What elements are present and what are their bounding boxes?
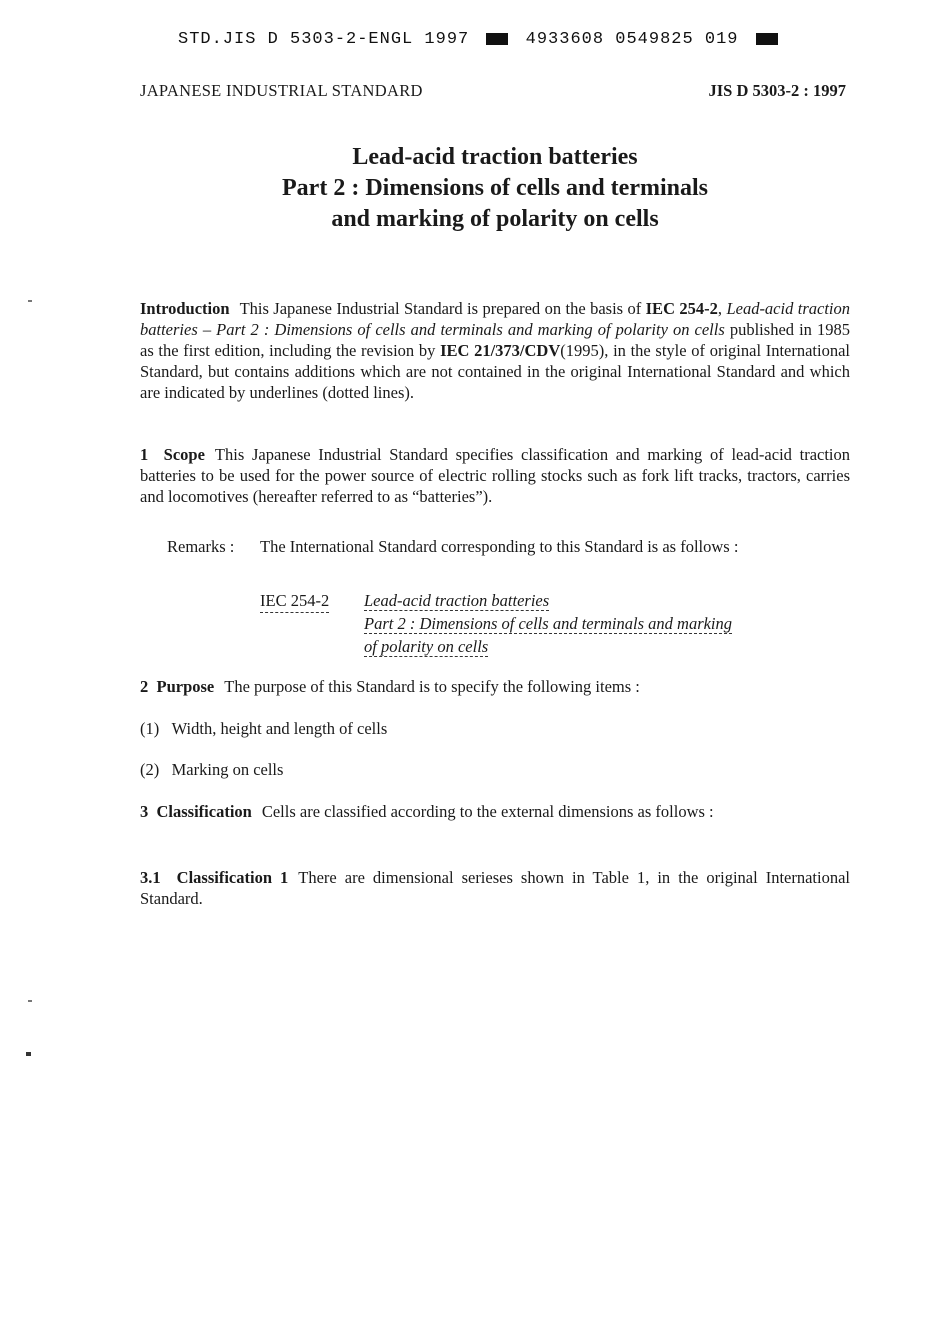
scope-paragraph xyxy=(140,444,850,507)
document-title xyxy=(0,142,950,235)
classification-number: 3 xyxy=(140,802,149,821)
document-stamp xyxy=(178,30,784,49)
stamp-block-mark xyxy=(756,33,778,45)
stamp-left: STD.JIS D 5303-2-ENGL 1997 xyxy=(178,30,470,49)
scope-heading: Scope xyxy=(163,445,205,464)
scope-number: 1 xyxy=(140,445,149,464)
list-item: (2) Marking on cells xyxy=(140,760,284,779)
scan-speck xyxy=(28,300,32,302)
classification-1-heading: Classification 1 xyxy=(176,868,289,887)
classification-text: Cells are classified according to the external dimensions as follows : xyxy=(261,802,714,821)
purpose-paragraph xyxy=(140,676,850,697)
introduction-heading: Introduction xyxy=(140,299,230,318)
classification-paragraph xyxy=(140,801,850,822)
header-standard-number: JIS D 5303-2 : 1997 xyxy=(708,81,846,100)
stamp-right: 4933608 0549825 019 xyxy=(525,30,739,49)
scope-text: This Japanese Industrial Standard specifies classification and marking of lead-acid traction batteries to be used for the power source of electric rolling stocks such as fork lift tracks, tractors, carries and locomotives (hereafter referred to as “batteries”). xyxy=(140,445,851,506)
classification-1-number: 3.1 xyxy=(140,868,161,887)
classification-1-text: There are dimensional serieses shown in Table 1, in the original International Standard. xyxy=(140,868,850,908)
reference-code: IEC 254-2 xyxy=(260,589,329,613)
reference-standard xyxy=(260,589,850,658)
classification-heading: Classification xyxy=(156,802,252,821)
header-standard-name: JAPANESE INDUSTRIAL STANDARD xyxy=(140,81,423,100)
purpose-number: 2 xyxy=(140,677,149,696)
stamp-block-mark xyxy=(486,33,508,45)
title-line-2: Part 2 : Dimensions of cells and terminals xyxy=(282,175,708,201)
purpose-text: The purpose of this Standard is to specify the following items : xyxy=(224,677,640,696)
classification-1-paragraph xyxy=(140,867,850,909)
remarks-text: The International Standard corresponding to this Standard is as follows : xyxy=(260,537,739,556)
remarks-block xyxy=(167,536,850,557)
scan-speck xyxy=(28,1000,32,1002)
title-line-1: Lead-acid traction batteries xyxy=(352,144,638,170)
list-item: (1) Width, height and length of cells xyxy=(140,719,388,738)
reference-title: Lead-acid traction batteries Part 2 : Dimensions of cells and terminals and marking of polarity on cells xyxy=(364,591,733,656)
title-line-3: and marking of polarity on cells xyxy=(331,206,659,232)
scan-speck xyxy=(26,1052,31,1056)
purpose-heading: Purpose xyxy=(156,677,215,696)
remarks-label: Remarks : xyxy=(167,537,235,556)
introduction-paragraph: Introduction This Japanese Industrial Standard is prepared on the basis of IEC 254-2, Lead-acid traction batteries – Part 2 : Dimensions of cells and terminals and marking of polarity on cells published in 1985 as the first edition, including the revision by IEC 21/373/CDV(1995), in the style of original International Standard, but contains additions which are not contained in the original International Standard and which are indicated by underlines (dotted lines). xyxy=(140,299,851,402)
